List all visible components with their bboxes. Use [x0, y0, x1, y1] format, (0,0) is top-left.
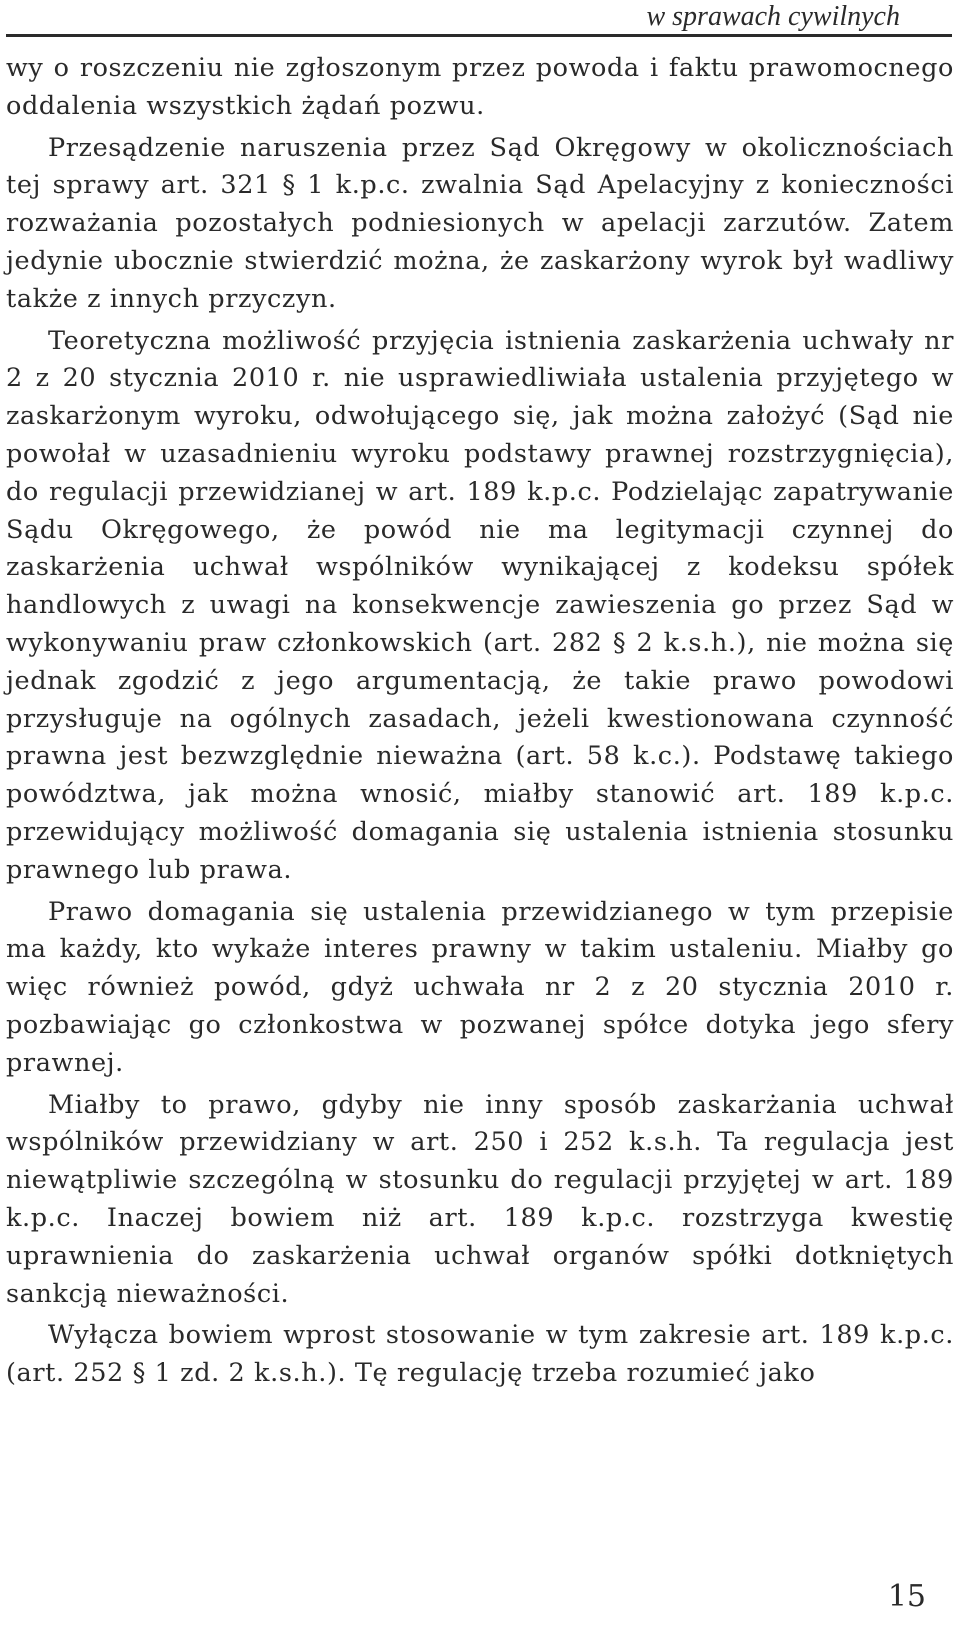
running-header: w sprawach cywilnych	[646, 1, 900, 32]
paragraph: Miałby to prawo, gdyby nie inny sposób zaskarżania uchwał wspólników przewidziany w art. 250 i 252 k.s.h. Ta regulacja jest niewątpliwie szczególną w stosunku do regulacji przyjętej w art. 189 k.p.c. Inaczej bowiem niż art. 189 k.p.c. rozstrzyga kwestię uprawnienia do zaskarżenia uchwał organów spółki dotkniętych sankcją nieważności.	[6, 1089, 954, 1309]
paragraph: Przesądzenie naruszenia przez Sąd Okręgowy w okolicznościach tej sprawy art. 321 § 1 k.p.c. zwalnia Sąd Apelacyjny z konieczności rozważania pozostałych podniesionych w apelacji zarzutów. Zatem jedynie ubocznie stwierdzić można, że zaskarżony wyrok był wadliwy także z innych przyczyn.	[6, 132, 954, 314]
paragraph: Teoretyczna możliwość przyjęcia istnienia zaskarżenia uchwały nr 2 z 20 stycznia 2010 r. nie usprawiedliwiała ustalenia przyjętego w zaskarżonym wyroku, odwołującego się, jak można założyć (Sąd nie powołał w uzasadnieniu wyroku podstawy prawnej rozstrzygnięcia), do regulacji przewidzianej w art. 189 k.p.c. Podzielając zapatrywanie Sądu Okręgowego, że powód nie ma legitymacji czynnej do zaskarżenia uchwał wspólników wynikającej z kodeksu spółek handlowych z uwagi na konsekwencje zawieszenia go przez Sąd w wykonywaniu praw członkowskich (art. 282 § 2 k.s.h.), nie można się jednak zgodzić z jego argumentacją, że takie prawo powodowi przysługuje na ogólnych zasadach, jeżeli kwestionowana czynność prawna jest bezwzględnie nieważna (art. 58 k.c.). Podstawę takiego powództwa, jak można wnosić, miałby stanowić art. 189 k.p.c. przewidujący możliwość domagania się ustalenia istnienia stosunku prawnego lub prawa.	[6, 325, 954, 885]
header-rule	[6, 34, 952, 37]
paragraph: Wyłącza bowiem wprost stosowanie w tym zakresie art. 189 k.p.c. (art. 252 § 1 zd. 2 k.s.h.). Tę regulację trzeba rozumieć jako	[6, 1320, 954, 1389]
page-number: 15	[887, 1579, 926, 1614]
body-text	[6, 50, 954, 1393]
paragraph: Prawo domagania się ustalenia przewidzianego w tym przepisie ma każdy, kto wykaże interes prawny w takim ustaleniu. Miałby go więc również powód, gdyż uchwała nr 2 z 20 stycznia 2010 r. pozbawiając go członkostwa w pozwanej spółce dotyka jego sfery prawnej.	[6, 896, 954, 1078]
paragraph: wy o roszczeniu nie zgłoszonym przez powoda i faktu prawomocnego oddalenia wszystkich żądań pozwu.	[6, 53, 954, 121]
